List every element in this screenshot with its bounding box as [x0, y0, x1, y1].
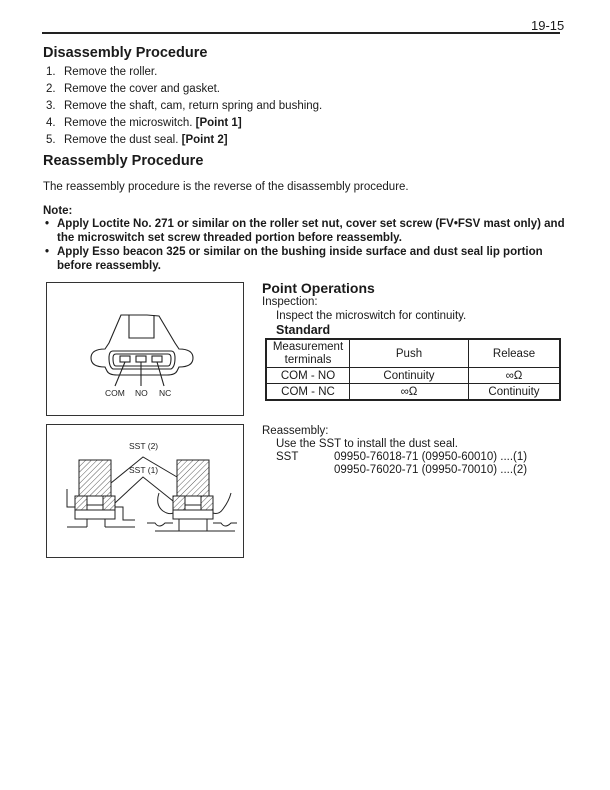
- table-header-row: [267, 340, 560, 368]
- cell-release: Continuity: [469, 384, 560, 400]
- step-number: 3.: [46, 100, 56, 112]
- reassembly-text: Use the SST to install the dust seal.: [276, 438, 458, 450]
- note-item: • Apply Loctite No. 271 or similar on the roller set nut, cover set screw (FV•FSV mast only) and the microswitch set screw threaded portion before reassembly.: [45, 218, 565, 245]
- standard-label: Standard: [276, 323, 331, 337]
- connector-figure: [46, 282, 244, 416]
- note-list: [45, 218, 565, 274]
- header-push: Push: [350, 340, 469, 368]
- reassembly-label: Reassembly:: [262, 425, 329, 437]
- sst-item-2: 09950-76020-71 (09950-70010) ....(2): [334, 464, 528, 476]
- note-item: • Apply Esso beacon 325 or similar on the bushing inside surface and dust seal lip portion before reassembly.: [45, 246, 565, 273]
- header-release: Release: [469, 340, 560, 368]
- label-sst-1: SST (1): [129, 465, 159, 475]
- point-reference: [Point 1]: [195, 117, 242, 129]
- continuity-table: [265, 338, 561, 401]
- step-text: Remove the cover and gasket.: [64, 83, 220, 95]
- sst-label: SST: [276, 451, 299, 463]
- step-number: 2.: [46, 83, 56, 95]
- connector-diagram: [47, 283, 243, 415]
- header-rule: [42, 32, 560, 34]
- list-item: [46, 132, 322, 149]
- reassembly-title: Reassembly Procedure: [43, 153, 204, 169]
- cell-push: ∞Ω: [350, 384, 469, 400]
- list-item: [46, 64, 322, 81]
- label-com: COM: [105, 388, 125, 398]
- sst-diagram: [47, 425, 243, 557]
- table-row: [267, 368, 560, 384]
- inspection-text: Inspect the microswitch for continuity.: [276, 310, 467, 322]
- disassembly-title: Disassembly Procedure: [43, 45, 208, 61]
- sst-figure: [46, 424, 244, 558]
- step-number: 4.: [46, 117, 56, 129]
- cell-terminals: COM - NO: [267, 368, 350, 384]
- step-text: Remove the roller.: [64, 66, 158, 78]
- step-number: 1.: [46, 66, 56, 78]
- step-text: Remove the shaft, cam, return spring and bushing.: [64, 100, 323, 112]
- step-text: Remove the dust seal.: [64, 134, 182, 146]
- label-nc: NC: [159, 388, 172, 398]
- note-title: Note:: [43, 205, 73, 217]
- inspection-label: Inspection:: [262, 296, 318, 308]
- step-text: Remove the microswitch.: [64, 117, 196, 129]
- table-row: [267, 384, 560, 400]
- cell-release: ∞Ω: [469, 368, 560, 384]
- point-operations-title: Point Operations: [262, 280, 375, 296]
- disassembly-steps: [46, 64, 322, 149]
- point-reference: [Point 2]: [181, 134, 228, 146]
- label-sst-2: SST (2): [129, 441, 159, 451]
- label-no: NO: [135, 388, 148, 398]
- list-item: [46, 98, 322, 115]
- cell-push: Continuity: [350, 368, 469, 384]
- step-number: 5.: [46, 134, 56, 146]
- reassembly-description: The reassembly procedure is the reverse of the disassembly procedure.: [43, 181, 409, 193]
- list-item: [46, 81, 322, 98]
- cell-terminals: COM - NC: [267, 384, 350, 400]
- page-number: 19-15: [531, 18, 565, 33]
- sst-item-1: 09950-76018-71 (09950-60010) ....(1): [334, 451, 528, 463]
- list-item: [46, 115, 322, 132]
- header-measurement-terminals: Measurement terminals: [267, 340, 350, 368]
